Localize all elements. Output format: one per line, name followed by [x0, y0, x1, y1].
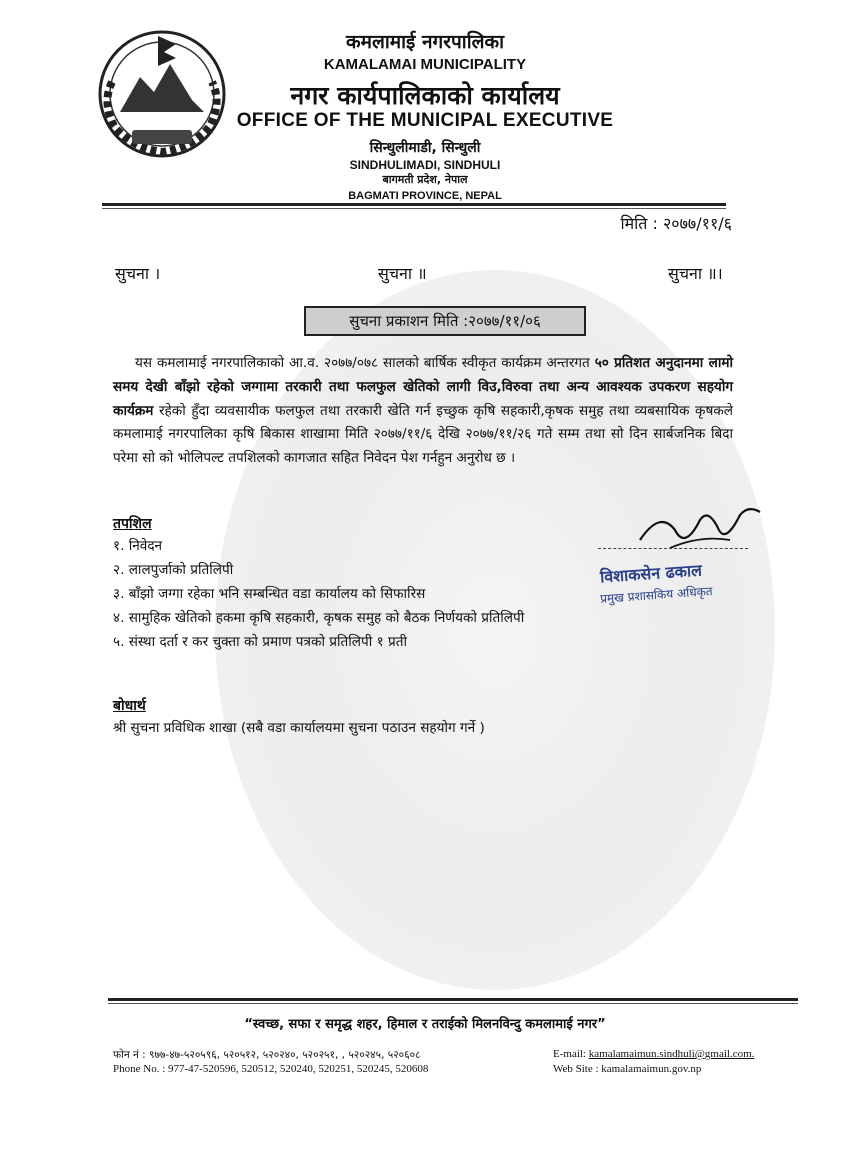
- footer-slogan: “स्वच्छ, सफा र समृद्ध शहर, हिमाल र तराईको मिलनविन्दु कमलामाई नगर”: [244, 1017, 606, 1032]
- province-en: BAGMATI PROVINCE, NEPAL: [348, 190, 502, 202]
- municipality-name-np: कमलामाई नगरपालिका: [345, 31, 505, 53]
- email-link[interactable]: kamalamaimun.sindhuli@gmail.com.: [588, 1048, 755, 1060]
- details-item: १. निवेदन: [113, 538, 163, 554]
- office-name-en: OFFICE OF THE MUNICIPAL EXECUTIVE: [236, 110, 614, 131]
- notice-heading-center: सुचना ॥: [378, 264, 427, 283]
- document-date: मिति : २०७७/११/६: [620, 214, 732, 233]
- details-item: ४. सामुहिक खेतिको हकमा कृषि सहकारी, कृषक समुह को बैठक निर्णयको प्रतिलिपी: [113, 610, 525, 626]
- body-text-1: यस कमलामाई नगरपालिकाको आ.व. २०७७/०७८ सालको बार्षिक स्वीकृत कार्यक्रम अन्तरगत: [135, 355, 595, 371]
- municipality-name-en: KAMALAMAI MUNICIPALITY: [323, 56, 527, 73]
- cc-line: श्री सुचना प्रविधिक शाखा (सबै वडा कार्यालयमा सुचना पठाउन सहयोग गर्ने ): [113, 720, 485, 736]
- website-line[interactable]: Web Site : kamalamaimun.gov.np: [553, 1063, 702, 1075]
- header-rule: [102, 203, 726, 209]
- handwritten-signature: [630, 500, 770, 560]
- cc-title: बोधार्थ: [113, 698, 146, 714]
- body-text-2: रहेको हुँदा व्यवसायीक फलफुल तथा तरकारी खेति गर्न इच्छुक कृषि सहकारी,कृषक समुह तथा व्यबसायिक कृषकले कमलामाई नगरपालिका कृषि बिकास शाखामा मिति २०७७/११/६ देखि २०७७/११/२६ गते सम्म तथा सो दिन सार्बजनिक बिदा परेमा सो को भोलिपल्ट तपशिलको कागजात सहित निवेदन पेश गर्नहुन अनुरोध छ ।: [113, 402, 733, 467]
- footer-rule: [108, 998, 798, 1004]
- province-np: बागमती प्रदेश, नेपाल: [382, 173, 468, 186]
- signatory-title: प्रमुख प्रशासकिय अधिकृत: [599, 584, 714, 606]
- email-line: [553, 1048, 754, 1060]
- notice-heading-right: सुचना ॥।: [668, 264, 723, 283]
- details-item: ५. संस्था दर्ता र कर चुक्ता को प्रमाण पत्रको प्रतिलिपी १ प्रती: [113, 634, 407, 650]
- phone-numbers-np: फोन नं : ९७७-४७-५२०५९६, ५२०५१२, ५२०२४०, ५२०२५१, , ५२०२४५, ५२०६०८: [113, 1049, 421, 1061]
- cc-section: [113, 696, 733, 736]
- notice-heading-left: सुचना ।: [115, 264, 161, 283]
- publish-date-box: सुचना प्रकाशन मिति :२०७७/११/०६: [304, 306, 586, 336]
- email-label: E-mail:: [553, 1048, 589, 1060]
- details-title: तपशिल: [113, 516, 152, 532]
- signature-line: [598, 548, 748, 549]
- body-text-bold: ५० प्रतिशत अनुदानमा लामो समय देखी बाँझो रहेको जग्गामा तरकारी तथा फलफुल खेतिको लागी विउ,विरुवा तथा अन्य आवश्यक उपकरण सहयोग कार्यक्रम: [113, 355, 733, 419]
- details-item: २. लालपुर्जाको प्रतिलिपी: [113, 562, 234, 578]
- signatory-name: विशाकसेन ढकाल: [599, 560, 703, 587]
- location-en: SINDHULIMADI, SINDHULI: [349, 158, 501, 172]
- phone-numbers-en: Phone No. : 977-47-520596, 520512, 520240, 520251, 520245, 520608: [113, 1063, 429, 1075]
- office-name-np: नगर कार्यपालिकाको कार्यालय: [290, 81, 560, 110]
- details-item: ३. बाँझो जग्गा रहेका भनि सम्बन्धित वडा कार्यालय को सिफारिस: [113, 586, 426, 602]
- notice-body: [113, 352, 733, 471]
- location-np: सिन्धुलीमाडी, सिन्धुली: [369, 140, 481, 156]
